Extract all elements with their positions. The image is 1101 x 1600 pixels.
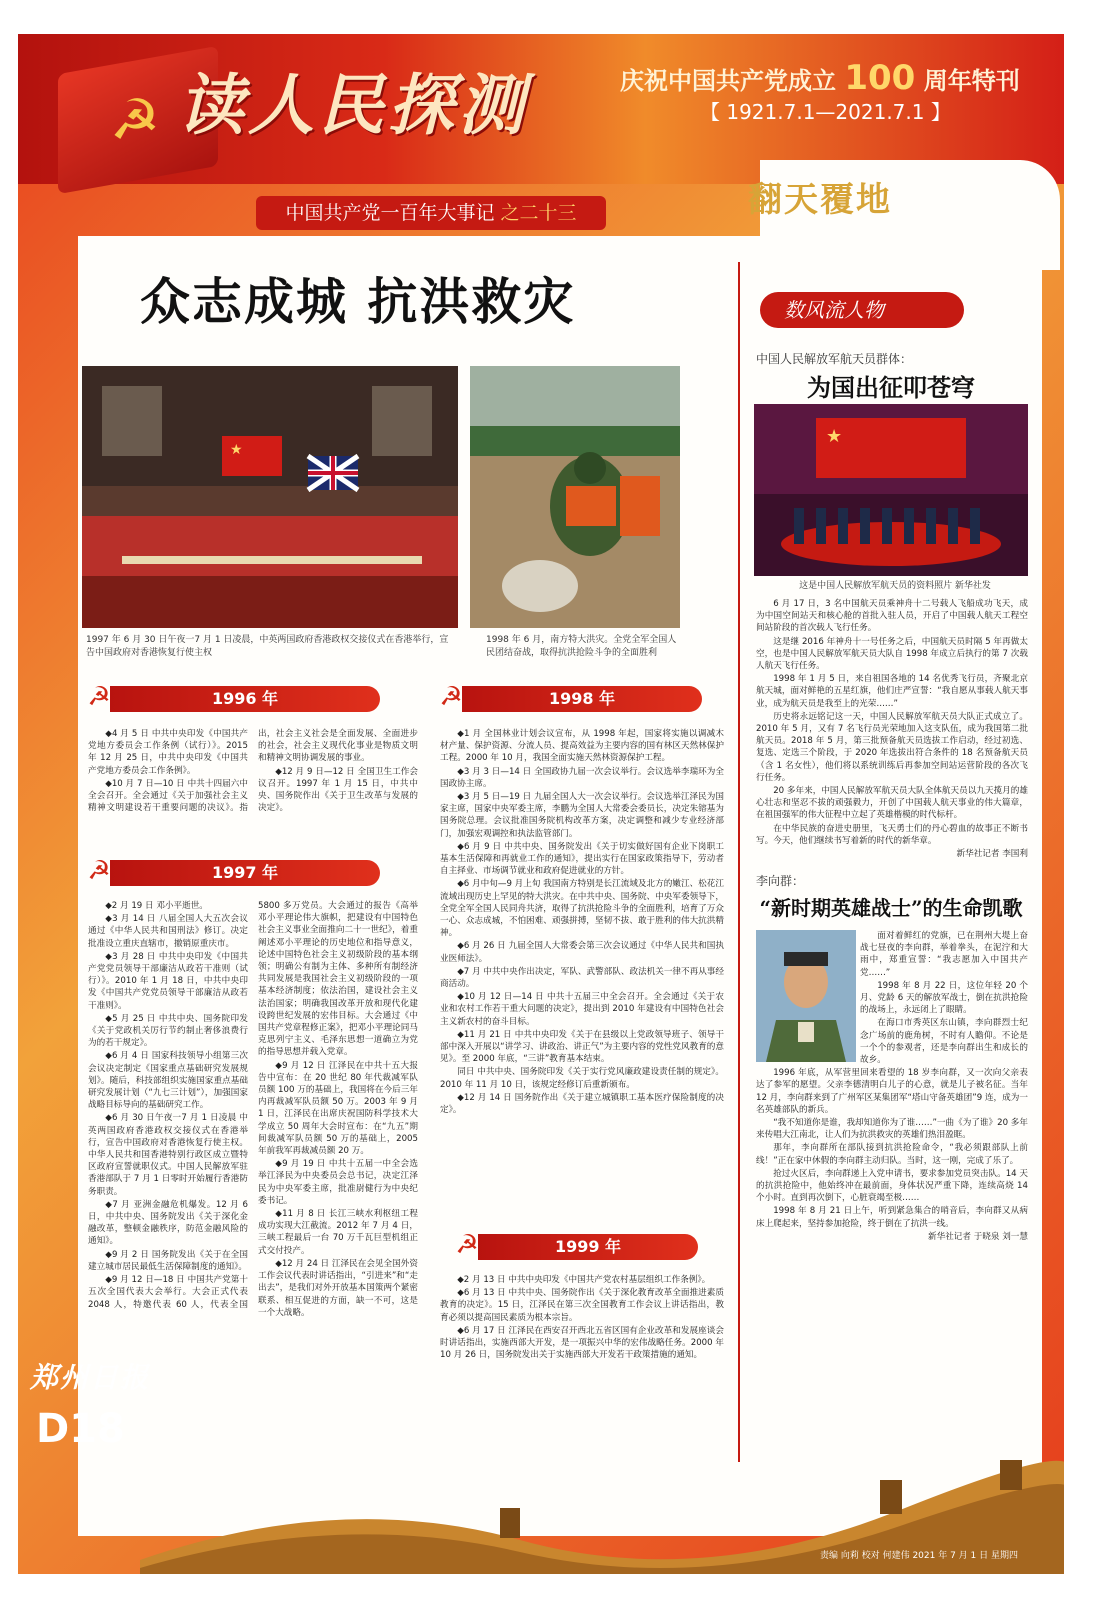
event-paragraph: ◆5 月 25 日 中共中央、国务院印发《关于党政机关厉行节约制止奢侈浪费行为的若干规定》。	[88, 1013, 248, 1049]
year-1996-text	[88, 728, 418, 848]
story-paragraph: 20 多年来，中国人民解放军航天员大队全体航天员以九天揽月的雄心壮志和坚忍不拔的顽强毅力，开创了中国载人航天事业的伟大篇章，在祖国强军的伟大征程中立起了英雄楷模的时代标杆。	[756, 786, 1028, 821]
event-paragraph: ◆9 月 12 日—18 日 中国共产党第十五次全国代表大会举行。大会正式代表 2048 人，特邀代表 60 人，代表全国 5800 多万党员。大会通过的报告《高举邓小平理论伟大旗帜，把建设有中国特色社会主义事业全面推向二十一世纪》，着重阐述邓小平理论的历史地位和指导意义，论述中国特色社会主义初级阶段的基本纲领；明确公有制为主体、多种所有制经济共同发展是我国社会主义初级阶段的一项基本经济制度；依法治国，建设社会主义法治国家；明确我国改革开放和现代化建设跨世纪发展的宏伟目标。大会通过《中国共产党章程修正案》，把邓小平理论同马克思列宁主义、毛泽东思想一道确立为党的指导思想并载入党章。	[88, 901, 418, 1310]
year-bar-1997	[87, 856, 380, 886]
event-paragraph: ◆12 月 24 日 江泽民在会见全国外资工作会议代表时讲话指出，“引进来”和“走出去”，是我们对外开放基本国策两个紧密联系、相互促进的方面，缺一不可，这是一个大战略。	[258, 1258, 418, 1318]
story-paragraph: 抢过火区后，李向群递上入党申请书，要求参加党员突击队。14 天的抗洪抢险中，他始终冲在最前面，身体状况严重下降，连续高烧 14 个小时。直到再次倒下，心脏衰竭至极……	[756, 1168, 1028, 1204]
portrait-spacer	[756, 930, 860, 1064]
year-1998-text	[440, 728, 724, 1208]
series-label: 中国共产党一百年大事记	[285, 202, 495, 224]
story-paragraph: 1998 年 8 月 21 日上午，听到紧急集合的哨音后，李向群又从病床上爬起来，坚持参加抢险，终于倒在了抗洪一线。	[756, 1206, 1028, 1229]
event-paragraph: ◆2 月 13 日 中共中央印发《中国共产党农村基层组织工作条例》。	[457, 1275, 711, 1285]
event-paragraph: ◆10 月 12 日—14 日 中共十五届三中全会召开。全会通过《关于农业和农村工作若干重大问题的决定》，提出到 2010 年建设有中国特色社会主义新农村的奋斗目标。	[440, 992, 724, 1027]
story-paragraph: 1996 年底，从军营里回来看望的 18 岁李向群，又一次向父亲表达了参军的愿望。父亲李德清明白儿子的心意，就是儿子被名征。当年 12 月，李向群来到了广州军区某集团军“塔山守备英雄团”9 连，成为一名英雄部队的新兵。	[756, 1068, 1028, 1115]
series-part: 之二十三	[500, 202, 577, 224]
year-1999-text	[440, 1274, 724, 1444]
anniversary-dates: 【 1921.7.1—2021.7.1 】	[700, 100, 951, 124]
story-paragraph: “我不知道你是谁，我却知道你为了谁……”一曲《为了谁》20 多年来传唱大江南北，让人们为抗洪救灾的英雄们热泪盈眶。	[756, 1118, 1028, 1141]
event-paragraph: ◆6 月 9 日 中共中央、国务院发出《关于切实做好国有企业下岗职工基本生活保障和再就业工作的通知》，提出实行在国家政策指导下，劳动者自主择业、市场调节就业和政府促进就业的方针。	[440, 841, 724, 877]
party-emblem-icon: ☭	[87, 856, 111, 886]
story1-title: 为国出征叩苍穹	[807, 373, 975, 402]
event-paragraph: ◆4 月 5 日 中共中央印发《中国共产党地方委员会工作条例（试行）》。2015 年 12 月 25 日，中共中央印发《中国共产党地方委员会工作条例》。	[88, 729, 248, 776]
event-paragraph: ◆6 月 4 日 国家科技领导小组第三次会议决定制定《国家重点基础研究发展规划》。随后，科技部组织实施国家重点基础研究发展计划（“九七三计划”），加强国家战略目标导向的基础研究工作。	[88, 1051, 248, 1111]
flood-rescue-photo	[470, 366, 680, 628]
event-paragraph: ◆9 月 19 日 中共十五届一中全会选举江泽民为中央委员会总书记，决定江泽民为中央军委主席，批准尉健行为中央纪委书记。	[258, 1159, 418, 1206]
party-emblem-icon: ☭	[87, 682, 111, 712]
svg-text:★: ★	[826, 426, 843, 447]
paper-name: 郑州日报	[30, 1361, 151, 1394]
story-byline: 新华社记者 于晓泉 刘一慧	[928, 1231, 1028, 1242]
event-paragraph: ◆6 月中旬—9 月上旬 我国南方特别是长江流域及北方的嫩江、松花江流域出现历史上罕见的特大洪灾。在中共中央、国务院、中央军委领导下，全党全军全国人民同舟共济，取得了抗洪抢险斗争的全面胜利，培育了万众一心、众志成城，不怕困难、顽强拼搏，坚韧不拔、敢于胜利的伟大抗洪精神。	[440, 879, 724, 939]
event-paragraph: ◆9 月 12 日 江泽民在中共十五大报告中宣布：在 20 世纪 80 年代裁减军队员额 100 万的基础上，我国将在今后三年内再裁减军队员额 50 万。2003 年 9 月 1 日，江泽民在出席庆祝国防科学技术大学成立 50 周年大会时宣布：在“九五”期间裁减军队员额 50 万的基础上，2005 年前我军再裁减员额 20 万。	[258, 1060, 418, 1157]
event-paragraph: ◆6 月 17 日 江泽民在西安召开西北五省区国有企业改革和发展座谈会时讲话指出，实施西部大开发，是一项振兴中华的宏伟战略任务。2000 年 10 月 26 日，国务院发出关于实施西部大开发若干政策措施的通知。	[440, 1325, 724, 1361]
year-bar-1998	[439, 682, 702, 712]
svg-text:★: ★	[230, 442, 243, 458]
event-paragraph: ◆2 月 19 日 邓小平逝世。	[105, 901, 208, 911]
event-paragraph: ◆6 月 13 日 中共中央、国务院作出《关于深化教育改革全面推进素质教育的决定》。15 日，江泽民在第三次全国教育工作会议上讲话指出，教育必须以提高国民素质为根本宗旨。	[440, 1288, 724, 1323]
handover-photo-caption: 1997 年 6 月 30 日午夜一7 月 1 日凌晨，中英两国政府香港政权交接仪式在香港举行，宣告中国政府对香港恢复行使主权	[86, 635, 449, 658]
event-paragraph: ◆11 月 8 日 长江三峡水利枢纽工程成功实现大江截流。2012 年 7 月 4 日，三峡工程最后一台 70 万千瓦巨型机组正式交付投产。	[258, 1209, 418, 1256]
event-paragraph: ◆1 月 全国林业计划会议宣布，从 1998 年起，国家将实施以调减木材产量、保护资源、分流人员、提高效益为主要内容的国有林区天然林保护工程。2000 年 10 月，我国全面实施天然林资源保护工程。	[440, 729, 724, 764]
event-paragraph: ◆10 月 7 日—10 日 中共十四届六中全会召开。全会通过《关于加强社会主义精神文明建设若干重要问题的决议》。指出，社会主义社会是全面发展、全面进步的社会，社会主义现代化事业是物质文明和精神文明协调发展的事业。	[88, 729, 418, 814]
event-paragraph: ◆7 月 中共中央作出决定，军队、武警部队、政法机关一律不再从事经商活动。	[440, 966, 724, 990]
event-paragraph: ◆11 月 21 日 中共中央印发《关于在县级以上党政领导班子、领导干部中深入开展以“讲学习、讲政治、讲正气”为主要内容的党性党风教育的意见》。至 2000 年底，“三讲”教育基本结束。	[440, 1029, 724, 1065]
story-paragraph: 历史将永远铭记这一天，中国人民解放军航天员大队正式成立了。2010 年 5 月，又有 7 名飞行员光荣地加入这支队伍，成为我国第二批航天员。2018 年 5 月，第三批预备航天员选拔工作启动，经过初选、复选、定选三个阶段，于 2020 年选拔出符合条件的 18 名预备航天员（含 1 名女性），他们将以系统训练后再参加空间站运营阶段的各次飞行任务。	[756, 711, 1028, 783]
event-paragraph: ◆3 月 5 日—19 日 九届全国人大一次会议举行。会议选举江泽民为国家主席，国家中央军委主席，李鹏为全国人大常委会委员长，决定朱镕基为国务院总理。会议批准国务院机构改革方案，决定调整和减少专业经济部门，加强宏观调控和执法监管部门。	[440, 792, 724, 839]
story-paragraph: 这是继 2016 年神舟十一号任务之后，中国航天员时隔 5 年再做太空，也是中国人民解放军航天员大队自 1998 年成立后执行的第 7 次载人航天飞行任务。	[756, 636, 1028, 672]
page-number: D18	[36, 1406, 125, 1452]
story-paragraph: 那年，李向群所在部队接到抗洪抢险命令，“我必须跟部队上前线！”正在家中休假的李向群主动归队。当时，这一刚，完成了乐了。	[756, 1143, 1028, 1166]
party-emblem-icon: ☭	[439, 682, 463, 712]
party-emblem-icon: ☭	[455, 1230, 479, 1260]
story-paragraph: 在海口市秀英区东山镇，李向群烈士纪念广场前的鹿角树，不时有人瞻仰。不论是一个个的参观者，还是李向群出生和成长的故乡。	[860, 1018, 1028, 1066]
year-label: 1996 年	[211, 689, 279, 708]
series-banner	[256, 196, 606, 230]
anniversary-number: 100	[844, 58, 916, 98]
story-paragraph: 1998 年 1 月 5 日，来自祖国各地的 14 名优秀飞行员，齐聚北京航天城，面对鲜艳的五星红旗，他们庄严宣誓：“我自愿从事载人航天事业，成为航天员是我至上的光荣……”	[756, 674, 1028, 709]
masthead-title: 读人民探测	[178, 66, 528, 144]
flood-photo-caption: 1998 年 6 月，南方特大洪灾。全党全军全国人民团结奋战，取得抗洪抢险斗争的全面胜利	[486, 635, 677, 658]
anniversary-line	[620, 58, 1020, 98]
astronauts-photo	[754, 404, 1028, 576]
year-label: 1998 年	[548, 689, 616, 708]
event-paragraph: ◆12 月 9 日—12 日 全国卫生工作会议召开。1997 年 1 月 15 日，中共中央、国务院作出《关于卫生改革与发展的决定》。	[258, 766, 418, 814]
year-1997-text	[88, 900, 418, 1320]
event-paragraph: ◆7 月 亚洲金融危机爆发。12 月 6 日，中共中央、国务院发出《关于深化金融改革，整顿金融秩序，防范金融风险的通知》。	[88, 1199, 248, 1247]
event-paragraph: ◆3 月 3 日—14 日 全国政协九届一次会议举行。会议选举李瑞环为全国政协主席。	[440, 766, 724, 789]
story2-title: “新时期英雄战士”的生命凯歌	[759, 896, 1023, 920]
story-paragraph: 面对着鲜红的党旗，已在荆州大堤上奋战七昼夜的李向群，举着拳头，在泥泞和大雨中，郑重宣誓：“我志愿加入中国共产党……”	[860, 931, 1028, 978]
event-paragraph: ◆6 月 30 日午夜一7 月 1 日凌晨 中英两国政府香港政权交接仪式在香港举行，宣告中国政府对香港恢复行使主权。中华人民共和国香港特别行政区成立暨特区政府宣誓就职仪式。中国人民解放军驻香港部队于 7 月 1 日零时开始履行香港防务职责。	[88, 1113, 248, 1197]
event-paragraph: ◆12 月 14 日 国务院作出《关于建立城镇职工基本医疗保险制度的决定》。	[440, 1092, 724, 1116]
party-emblem-icon: ☭	[109, 88, 161, 153]
story1-kicker: 中国人民解放军航天员群体：	[756, 352, 913, 366]
anniversary-prefix: 庆祝中国共产党成立	[620, 67, 836, 95]
sidebar-column-tag: 数风流人物	[760, 292, 964, 328]
story-paragraph: 6 月 17 日，3 名中国航天员乘神舟十二号载人飞船成功飞天，成为中国空间站天和核心舱的首批入驻人员，开启了中国载人航天工程空间站阶段的首次载人飞行任务。	[756, 599, 1028, 634]
event-paragraph: ◆3 月 28 日 中共中央印发《中国共产党党员领导干部廉洁从政若干准则（试行）》。2010 年 1 月 18 日，中共中央印发《中国共产党党员领导干部廉洁从政若干准则》。	[88, 951, 248, 1011]
event-paragraph: ◆6 月 26 日 九届全国人大常委会第三次会议通过《中华人民共和国执业医师法》。	[440, 941, 724, 964]
event-paragraph: ◆3 月 14 日 八届全国人大五次会议通过《中华人民共和国刑法》修订。决定批准设立重庆直辖市，撤销原重庆市。	[88, 914, 248, 949]
footer-meta: 责编 向莉 校对 何建伟 2021 年 7 月 1 日 星期四	[820, 1551, 1018, 1561]
anniversary-suffix: 周年特刊	[923, 67, 1020, 95]
event-paragraph: 同日 中共中央、国务院印发《关于实行党风廉政建设责任制的规定》。2010 年 11 月 10 日，该规定经修订后重新颁布。	[440, 1067, 724, 1090]
astronauts-photo-caption: 这是中国人民解放军航天员的资料照片 新华社发	[799, 581, 991, 591]
page-headline: 众志成城 抗洪救灾	[140, 272, 576, 331]
sidebar-divider	[738, 262, 740, 1462]
story-byline: 新华社记者 李国利	[956, 849, 1028, 860]
section-tag: 翻天覆地	[748, 180, 892, 220]
year-bar-1996	[87, 682, 380, 712]
handover-ceremony-photo	[82, 366, 458, 628]
story-paragraph: 1998 年 8 月 22 日，这位年轻 20 个月、党龄 6 天的解放军战士，倒在抗洪抢险的战场上，永远闭上了眼睛。	[860, 980, 1028, 1016]
story1-body	[756, 598, 1028, 860]
story2-kicker: 李向群：	[756, 874, 805, 888]
year-label: 1999 年	[554, 1237, 622, 1256]
year-bar-1999	[455, 1230, 698, 1260]
event-paragraph: ◆9 月 2 日 国务院发出《关于在全国建立城市居民最低生活保障制度的通知》。	[88, 1249, 248, 1272]
story2-body	[756, 930, 1028, 1330]
year-label: 1997 年	[211, 863, 279, 882]
story-paragraph: 在中华民族的奋进史册里，飞天勇士们的丹心碧血的故事正不断书写。今天，他们继续书写着新的时代的新华章。	[756, 823, 1028, 846]
